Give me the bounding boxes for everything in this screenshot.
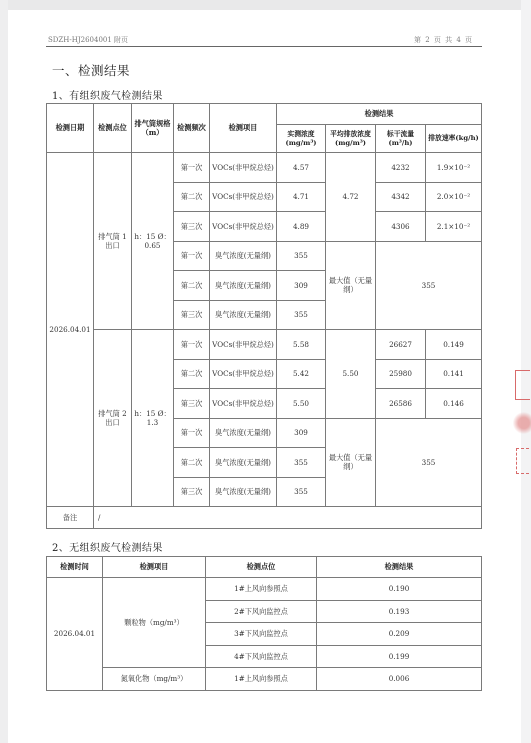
frequency-cell: 第三次 [174, 300, 210, 330]
flow-cell: 26627 [376, 330, 426, 360]
header-result: 检测结果 [277, 104, 482, 125]
max-value-cell: 355 [376, 241, 482, 330]
page-edge-top [0, 0, 531, 10]
header-point: 检测点位 [206, 557, 317, 578]
frequency-cell: 第一次 [174, 153, 210, 183]
flow-cell: 4306 [376, 212, 426, 242]
item-cell: 臭气浓度(无量纲) [210, 241, 277, 271]
point-cell: 3#下风向监控点 [206, 623, 317, 646]
section-title: 一、检测结果 [52, 63, 131, 78]
frequency-cell: 第三次 [174, 212, 210, 242]
flow-cell: 25980 [376, 359, 426, 389]
fugitive-emission-table [46, 556, 482, 691]
page-edge-left [0, 0, 8, 743]
item-cell: VOCs(非甲烷总烃) [210, 212, 277, 242]
measured-cell: 4.71 [277, 182, 326, 212]
measured-cell: 355 [277, 477, 326, 507]
table-row [47, 668, 482, 691]
flow-cell: 4232 [376, 153, 426, 183]
value-cell: 0.199 [317, 645, 482, 668]
header-point: 检测点位 [94, 104, 132, 153]
page-number: 第 2 页 共 4 页 [414, 36, 473, 44]
max-label-cell: 最大值（无量纲） [326, 241, 376, 330]
item-cell: VOCs(非甲烷总烃) [210, 330, 277, 360]
doc-number: SDZH-HJ2604001 附页 [48, 36, 129, 44]
point-cell: 1#上风向参照点 [206, 668, 317, 691]
item-cell: 臭气浓度(无量纲) [210, 418, 277, 448]
header-spec: 排气筒规格（m） [132, 104, 174, 153]
max-label-cell: 最大值（无量纲） [326, 418, 376, 507]
rate-cell: 2.1×10⁻² [426, 212, 482, 242]
rate-cell: 0.149 [426, 330, 482, 360]
measured-cell: 309 [277, 418, 326, 448]
point-cell: 1#上风向参照点 [206, 578, 317, 601]
frequency-cell: 第二次 [174, 271, 210, 301]
table-row [47, 153, 482, 183]
header-rule [46, 46, 482, 47]
seal-stamp-part [516, 448, 529, 474]
item-cell: 臭气浓度(无量纲) [210, 448, 277, 478]
header-average: 平均排放浓度(mg/m³) [326, 125, 376, 153]
flow-cell: 4342 [376, 182, 426, 212]
item-cell: 氮氧化物（mg/m³） [103, 668, 206, 691]
measured-cell: 4.89 [277, 212, 326, 242]
flow-cell: 26586 [376, 389, 426, 419]
header-measured: 实测浓度(mg/m³) [277, 125, 326, 153]
fugitive-title: 2、无组织废气检测结果 [52, 543, 163, 554]
header-rate: 排放速率(kg/h) [426, 125, 482, 153]
date-cell: 2026.04.01 [47, 153, 94, 507]
measured-cell: 5.50 [277, 389, 326, 419]
date-cell: 2026.04.01 [47, 578, 103, 691]
header-time: 检测时间 [47, 557, 103, 578]
item-cell: VOCs(非甲烷总烃) [210, 153, 277, 183]
frequency-cell: 第三次 [174, 389, 210, 419]
measured-cell: 355 [277, 241, 326, 271]
measured-cell: 5.42 [277, 359, 326, 389]
frequency-cell: 第一次 [174, 330, 210, 360]
max-value-cell: 355 [376, 418, 482, 507]
organized-emission-table [46, 103, 482, 529]
table-row [47, 330, 482, 360]
note-label: 备注 [47, 507, 94, 529]
point-cell: 2#下风向监控点 [206, 600, 317, 623]
header-date: 检测日期 [47, 104, 94, 153]
item-cell: VOCs(非甲烷总烃) [210, 182, 277, 212]
frequency-cell: 第二次 [174, 359, 210, 389]
header-flow: 标干流量(m³/h) [376, 125, 426, 153]
point-cell: 4#下风向监控点 [206, 645, 317, 668]
frequency-cell: 第二次 [174, 448, 210, 478]
spec-cell: h：15 Ø：1.3 [132, 330, 174, 507]
header-result: 检测结果 [317, 557, 482, 578]
item-cell: VOCs(非甲烷总烃) [210, 389, 277, 419]
item-cell: 臭气浓度(无量纲) [210, 477, 277, 507]
value-cell: 0.193 [317, 600, 482, 623]
measured-cell: 355 [277, 300, 326, 330]
table-row [47, 578, 482, 601]
rate-cell: 1.9×10⁻² [426, 153, 482, 183]
frequency-cell: 第一次 [174, 418, 210, 448]
point-cell: 排气筒 1 出口 [94, 153, 132, 330]
note-row [47, 507, 482, 529]
value-cell: 0.190 [317, 578, 482, 601]
average-cell: 5.50 [326, 330, 376, 419]
item-cell: 颗粒物（mg/m³） [103, 578, 206, 668]
seal-stamp [513, 368, 531, 478]
rate-cell: 0.141 [426, 359, 482, 389]
frequency-cell: 第三次 [174, 477, 210, 507]
note-value: / [94, 507, 482, 529]
frequency-cell: 第二次 [174, 182, 210, 212]
point-cell: 排气筒 2 出口 [94, 330, 132, 507]
value-cell: 0.209 [317, 623, 482, 646]
rate-cell: 0.146 [426, 389, 482, 419]
rate-cell: 2.0×10⁻² [426, 182, 482, 212]
measured-cell: 5.58 [277, 330, 326, 360]
measured-cell: 309 [277, 271, 326, 301]
item-cell: 臭气浓度(无量纲) [210, 300, 277, 330]
seal-stamp-part [515, 370, 530, 400]
average-cell: 4.72 [326, 153, 376, 242]
measured-cell: 4.57 [277, 153, 326, 183]
item-cell: 臭气浓度(无量纲) [210, 271, 277, 301]
item-cell: VOCs(非甲烷总烃) [210, 359, 277, 389]
header-item: 检测项目 [103, 557, 206, 578]
spec-cell: h：15 Ø：0.65 [132, 153, 174, 330]
header-frequency: 检测频次 [174, 104, 210, 153]
seal-stamp-part [513, 408, 531, 438]
header-item: 检测项目 [210, 104, 277, 153]
frequency-cell: 第一次 [174, 241, 210, 271]
organized-title: 1、有组织废气检测结果 [52, 91, 163, 102]
value-cell: 0.006 [317, 668, 482, 691]
measured-cell: 355 [277, 448, 326, 478]
